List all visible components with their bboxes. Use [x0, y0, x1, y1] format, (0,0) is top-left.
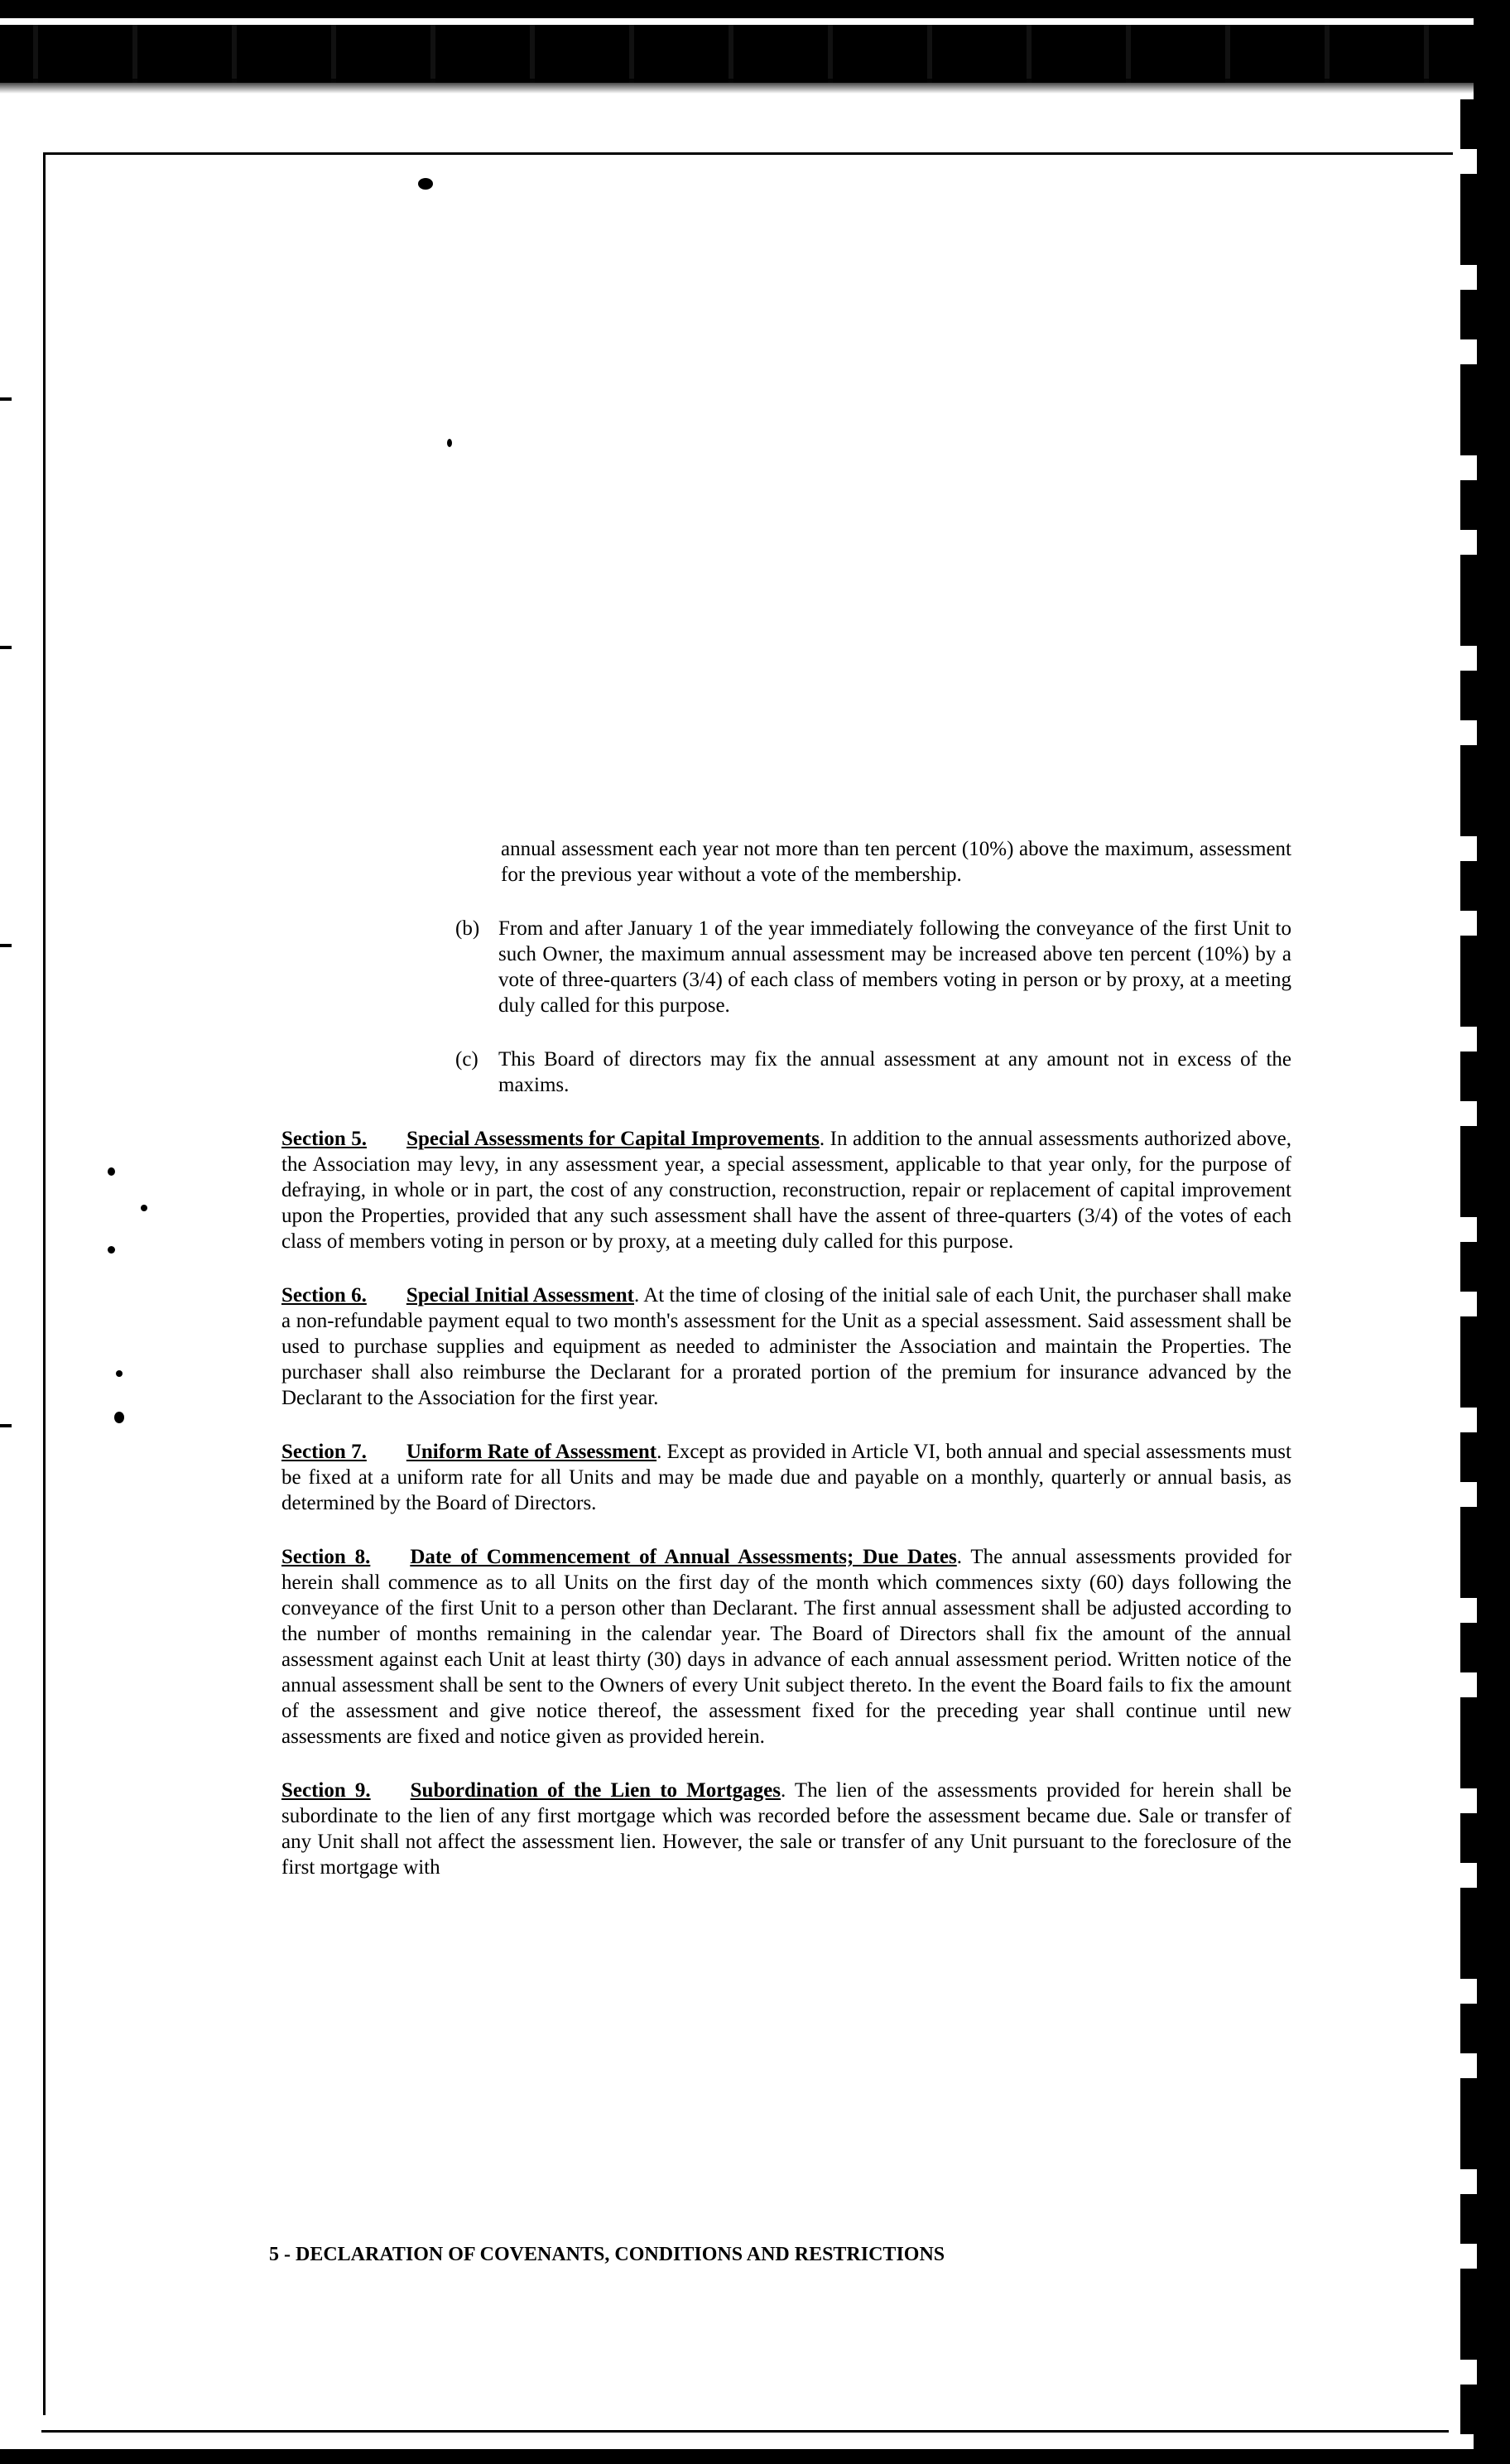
section-body: . At the time of closing of the initial sale of each Unit, the purchaser shall make a non-refundable payment equal to two month's assessment for the Unit as a special assessment. Said assessment shall be used to purchase supplies and equipment as needed to administer the Association and maintain the Properties. The purchaser shall also reimburse the Declarant for a prorated portion of the premium for insurance advanced by the Declarant to the Association for the first year.	[281, 1284, 1291, 1409]
subparagraph-marker: (b)	[455, 917, 480, 940]
subparagraph-text: From and after January 1 of the year immediately following the conveyance of the first Unit to such Owner, the maximum annual assessment may be increased above ten percent (10%) by a vote of three-quarters (3/4) of each class of members voting in person or by proxy, at a meeting duly called for this purpose.	[498, 917, 1291, 1017]
section-body: . In addition to the annual assessments authorized above, the Association may levy, in any assessment year, a special assessment, applicable to that year only, for the purpose of defraying, in whole or in part, the cost of any construction, reconstruction, repair or replacement of capital improvement upon the Properties, provided that any such assessment shall have the assent of three-quarters (3/4) of the votes of each class of members voting in person or by proxy, at a meeting duly called for this purpose.	[281, 1128, 1291, 1253]
scan-speck	[116, 1370, 123, 1377]
section-title: Subordination of the Lien to Mortgages	[410, 1779, 781, 1802]
paragraph-text: annual assessment each year not more than ten percent (10%) above the maximum, assessment for the previous year without a vote of the membership.	[501, 838, 1291, 886]
scan-speck	[108, 1246, 115, 1254]
subparagraph-c	[281, 1047, 1291, 1098]
section-title: Date of Commencement of Annual Assessments; Due Dates	[410, 1546, 957, 1568]
scan-noise-right	[1460, 99, 1477, 2434]
page-footer: 5 - DECLARATION OF COVENANTS, CONDITIONS AND RESTRICTIONS	[269, 2244, 945, 2265]
scan-border-right	[1474, 0, 1510, 2464]
scan-border-bottom	[0, 2449, 1510, 2464]
document-body	[281, 836, 1291, 1908]
continuation-paragraph	[281, 836, 1291, 888]
section-body: . The lien of the assessments provided for herein shall be subordinate to the lien of any first mortgage which was recorded before the assessment became due. Sale or transfer of any Unit shall not affect the assessment lien. However, the sale or transfer of any Unit pursuant to the foreclosure of the first mortgage with	[281, 1779, 1291, 1879]
section-number: Section 9.	[281, 1779, 371, 1802]
scan-speck	[418, 178, 433, 190]
section-6	[281, 1283, 1291, 1411]
section-title: Uniform Rate of Assessment	[406, 1441, 657, 1463]
section-7	[281, 1439, 1291, 1516]
section-5	[281, 1126, 1291, 1254]
section-number: Section 8.	[281, 1546, 371, 1568]
section-9	[281, 1778, 1291, 1880]
section-number: Section 7.	[281, 1441, 367, 1463]
scan-marks-left	[0, 397, 13, 1557]
scan-line-bottom	[41, 2430, 1449, 2433]
scan-border-top	[0, 0, 1510, 18]
section-body: . Except as provided in Article VI, both annual and special assessments must be fixed at a uniform rate for all Units and may be made due and payable on a monthly, quarterly or annual basis, as determined by the Board of Directors.	[281, 1441, 1291, 1514]
section-number: Section 6.	[281, 1284, 367, 1307]
subparagraph-marker: (c)	[455, 1048, 478, 1071]
subparagraph-b	[281, 916, 1291, 1018]
section-body: . The annual assessments provided for herein shall commence as to all Units on the first day of the month which commences sixty (60) days following the conveyance of the first Unit to a person other than Declarant. The first annual assessment shall be adjusted according to the number of months remaining in the calendar year. The Board of Directors shall fix the amount of the annual assessment against each Unit at least thirty (30) days in advance of each annual assessment period. Written notice of the annual assessment shall be sent to the Owners of every Unit subject thereto. In the event the Board fails to fix the amount of the assessment and give notice thereof, the assessment fixed for the preceding year shall continue until new assessments are fixed and notice given as provided herein.	[281, 1546, 1291, 1748]
scan-speck	[141, 1205, 147, 1211]
scan-speck	[447, 439, 452, 447]
section-8	[281, 1544, 1291, 1749]
scan-speck	[114, 1412, 124, 1423]
scan-noise-fade	[0, 79, 1510, 94]
section-title: Special Initial Assessment	[406, 1284, 635, 1307]
scan-speck	[108, 1167, 115, 1176]
section-number: Section 5.	[281, 1128, 368, 1150]
section-title: Special Assessments for Capital Improvements	[406, 1128, 820, 1150]
subparagraph-text: This Board of directors may fix the annual assessment at any amount not in excess of the maxims.	[498, 1048, 1291, 1096]
scan-noise-top	[0, 25, 1510, 83]
